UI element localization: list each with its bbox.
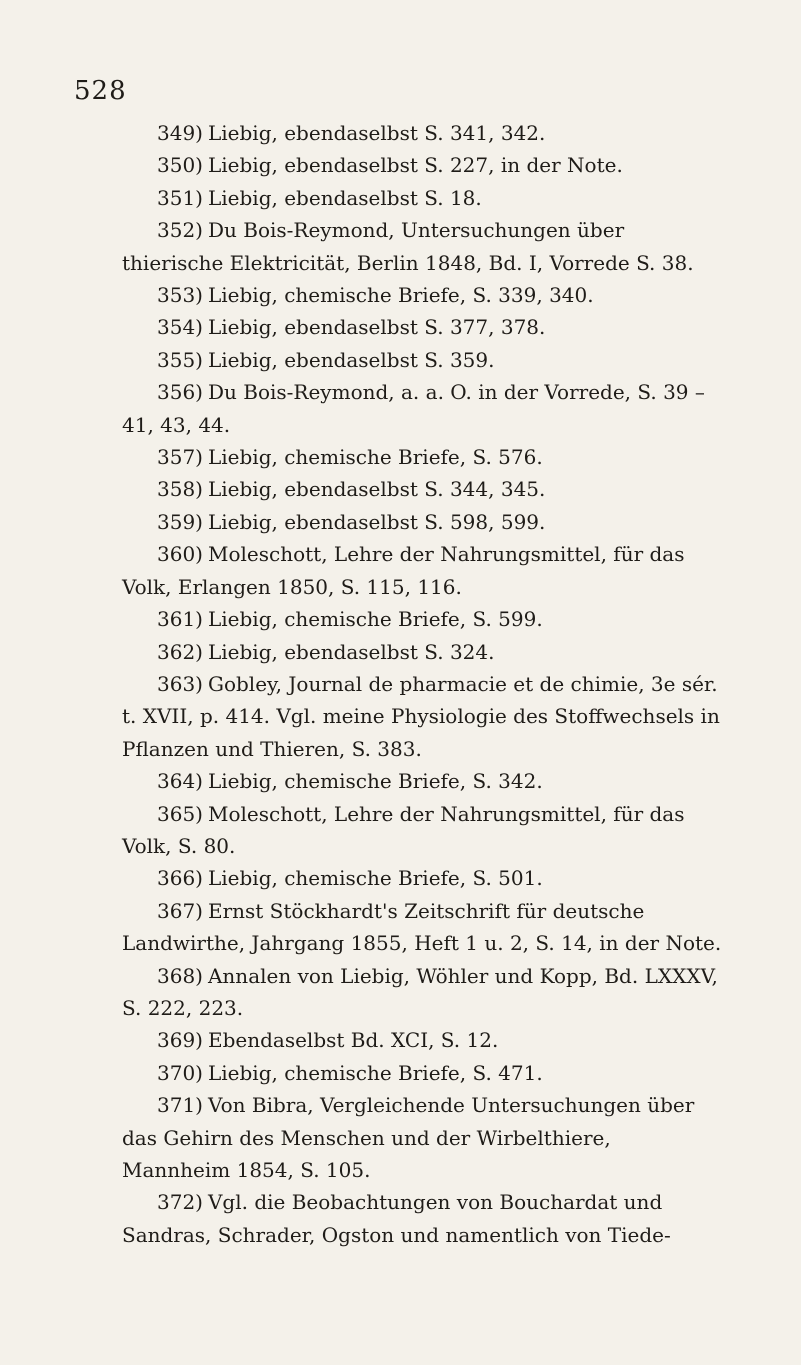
footnote <box>122 1024 722 1056</box>
footnote-number: 370) <box>157 1060 203 1085</box>
footnote-text: Liebig, ebendaselbst S. 18. <box>207 185 482 210</box>
footnote <box>122 895 722 960</box>
footnote <box>122 1186 722 1251</box>
footnote-number: 349) <box>157 121 203 145</box>
footnote <box>122 765 722 797</box>
footnote-text: Liebig, ebendaselbst S. 341, 342. <box>207 121 546 145</box>
footnote <box>122 960 722 1025</box>
footnote-number: 356) <box>157 380 203 405</box>
footnote <box>122 149 722 181</box>
footnote-text: Ernst Stöckhardt's Zeitschrift für deutsche Landwirthe, Jahrgang 1855, Heft 1 u. 2, S. 14, in der Note. <box>122 898 722 956</box>
footnote-number: 368) <box>157 963 203 988</box>
page-number: 528 <box>74 76 127 106</box>
footnote-number: 352) <box>157 218 203 243</box>
footnote-number: 360) <box>157 542 203 567</box>
footnote-number: 366) <box>157 866 203 891</box>
footnote <box>122 376 722 441</box>
footnote-text: Du Bois-Reymond, a. a. O. in der Vorrede, S. 39 – 41, 43, 44. <box>122 380 705 437</box>
footnote-text: Moleschott, Lehre der Nahrungsmittel, für das Volk, S. 80. <box>122 801 685 858</box>
footnote-text: Liebig, chemische Briefe, S. 576. <box>207 445 543 470</box>
footnote-number: 364) <box>157 769 203 794</box>
footnote-text: Liebig, chemische Briefe, S. 599. <box>207 607 543 632</box>
footnote-text: Liebig, ebendaselbst S. 227, in der Note. <box>207 153 623 178</box>
footnote <box>122 441 722 473</box>
footnote-text: Liebig, chemische Briefe, S. 339, 340. <box>207 283 594 308</box>
footnote-text: Du Bois-Reymond, Untersuchungen über thierische Elektricität, Berlin 1848, Bd. I, Vorrede S. 38. <box>122 218 694 275</box>
footnote <box>122 538 722 603</box>
footnote <box>122 182 722 214</box>
footnote <box>122 344 722 376</box>
footnote-text: Ebendaselbst Bd. XCI, S. 12. <box>207 1028 499 1053</box>
footnote-text: Liebig, ebendaselbst S. 344, 345. <box>207 477 546 502</box>
footnote-text: Liebig, chemische Briefe, S. 342. <box>207 769 543 794</box>
footnote-number: 372) <box>157 1190 203 1215</box>
footnote <box>122 862 722 894</box>
footnote-text: Gobley, Journal de pharmacie et de chimie, 3e sér. t. XVII, p. 414. Vgl. meine Physiologie des Stoffwechsels in Pflanzen und Thieren, S. 383. <box>122 671 720 761</box>
footnote-list <box>122 117 722 1251</box>
footnote <box>122 279 722 311</box>
footnote-text: Liebig, ebendaselbst S. 377, 378. <box>207 315 546 340</box>
footnote <box>122 636 722 668</box>
footnote-number: 371) <box>157 1093 203 1118</box>
footnote <box>122 214 722 279</box>
footnote-text: Liebig, ebendaselbst S. 598, 599. <box>207 509 546 534</box>
footnote-number: 351) <box>157 185 203 210</box>
footnote-number: 361) <box>157 607 203 632</box>
footnote-number: 365) <box>157 801 203 826</box>
footnote <box>122 473 722 505</box>
footnote <box>122 1057 722 1089</box>
footnote-number: 359) <box>157 509 203 534</box>
footnote <box>122 1089 722 1186</box>
footnote-number: 350) <box>157 153 203 178</box>
footnote-text: Liebig, ebendaselbst S. 359. <box>207 347 495 372</box>
footnote-number: 362) <box>157 639 203 664</box>
footnote <box>122 603 722 635</box>
footnote-number: 354) <box>157 315 203 340</box>
footnote-text: Von Bibra, Vergleichende Untersuchungen über das Gehirn des Menschen und der Wirbelthiere, Mannheim 1854, S. 105. <box>122 1093 695 1182</box>
footnote <box>122 311 722 343</box>
footnote-number: 357) <box>157 445 203 470</box>
footnote-number: 367) <box>157 898 203 923</box>
footnote-text: Vgl. die Beobachtungen von Bouchardat und Sandras, Schrader, Ogston und namentlich von Tiede- <box>122 1190 671 1247</box>
footnote <box>122 798 722 863</box>
footnote-text: Liebig, chemische Briefe, S. 471. <box>207 1060 543 1085</box>
footnote <box>122 117 722 149</box>
footnote-number: 355) <box>157 347 203 372</box>
footnote-number: 353) <box>157 283 203 308</box>
footnote <box>122 506 722 538</box>
footnote-number: 358) <box>157 477 203 502</box>
footnote-text: Liebig, chemische Briefe, S. 501. <box>207 866 543 891</box>
footnote-text: Moleschott, Lehre der Nahrungsmittel, für das Volk, Erlangen 1850, S. 115, 116. <box>122 542 685 599</box>
footnote-number: 363) <box>157 671 203 696</box>
footnote-text: Annalen von Liebig, Wöhler und Kopp, Bd. LXXXV, S. 222, 223. <box>122 963 718 1020</box>
footnote-number: 369) <box>157 1028 203 1053</box>
footnote-text: Liebig, ebendaselbst S. 324. <box>207 639 495 664</box>
footnote <box>122 668 722 765</box>
